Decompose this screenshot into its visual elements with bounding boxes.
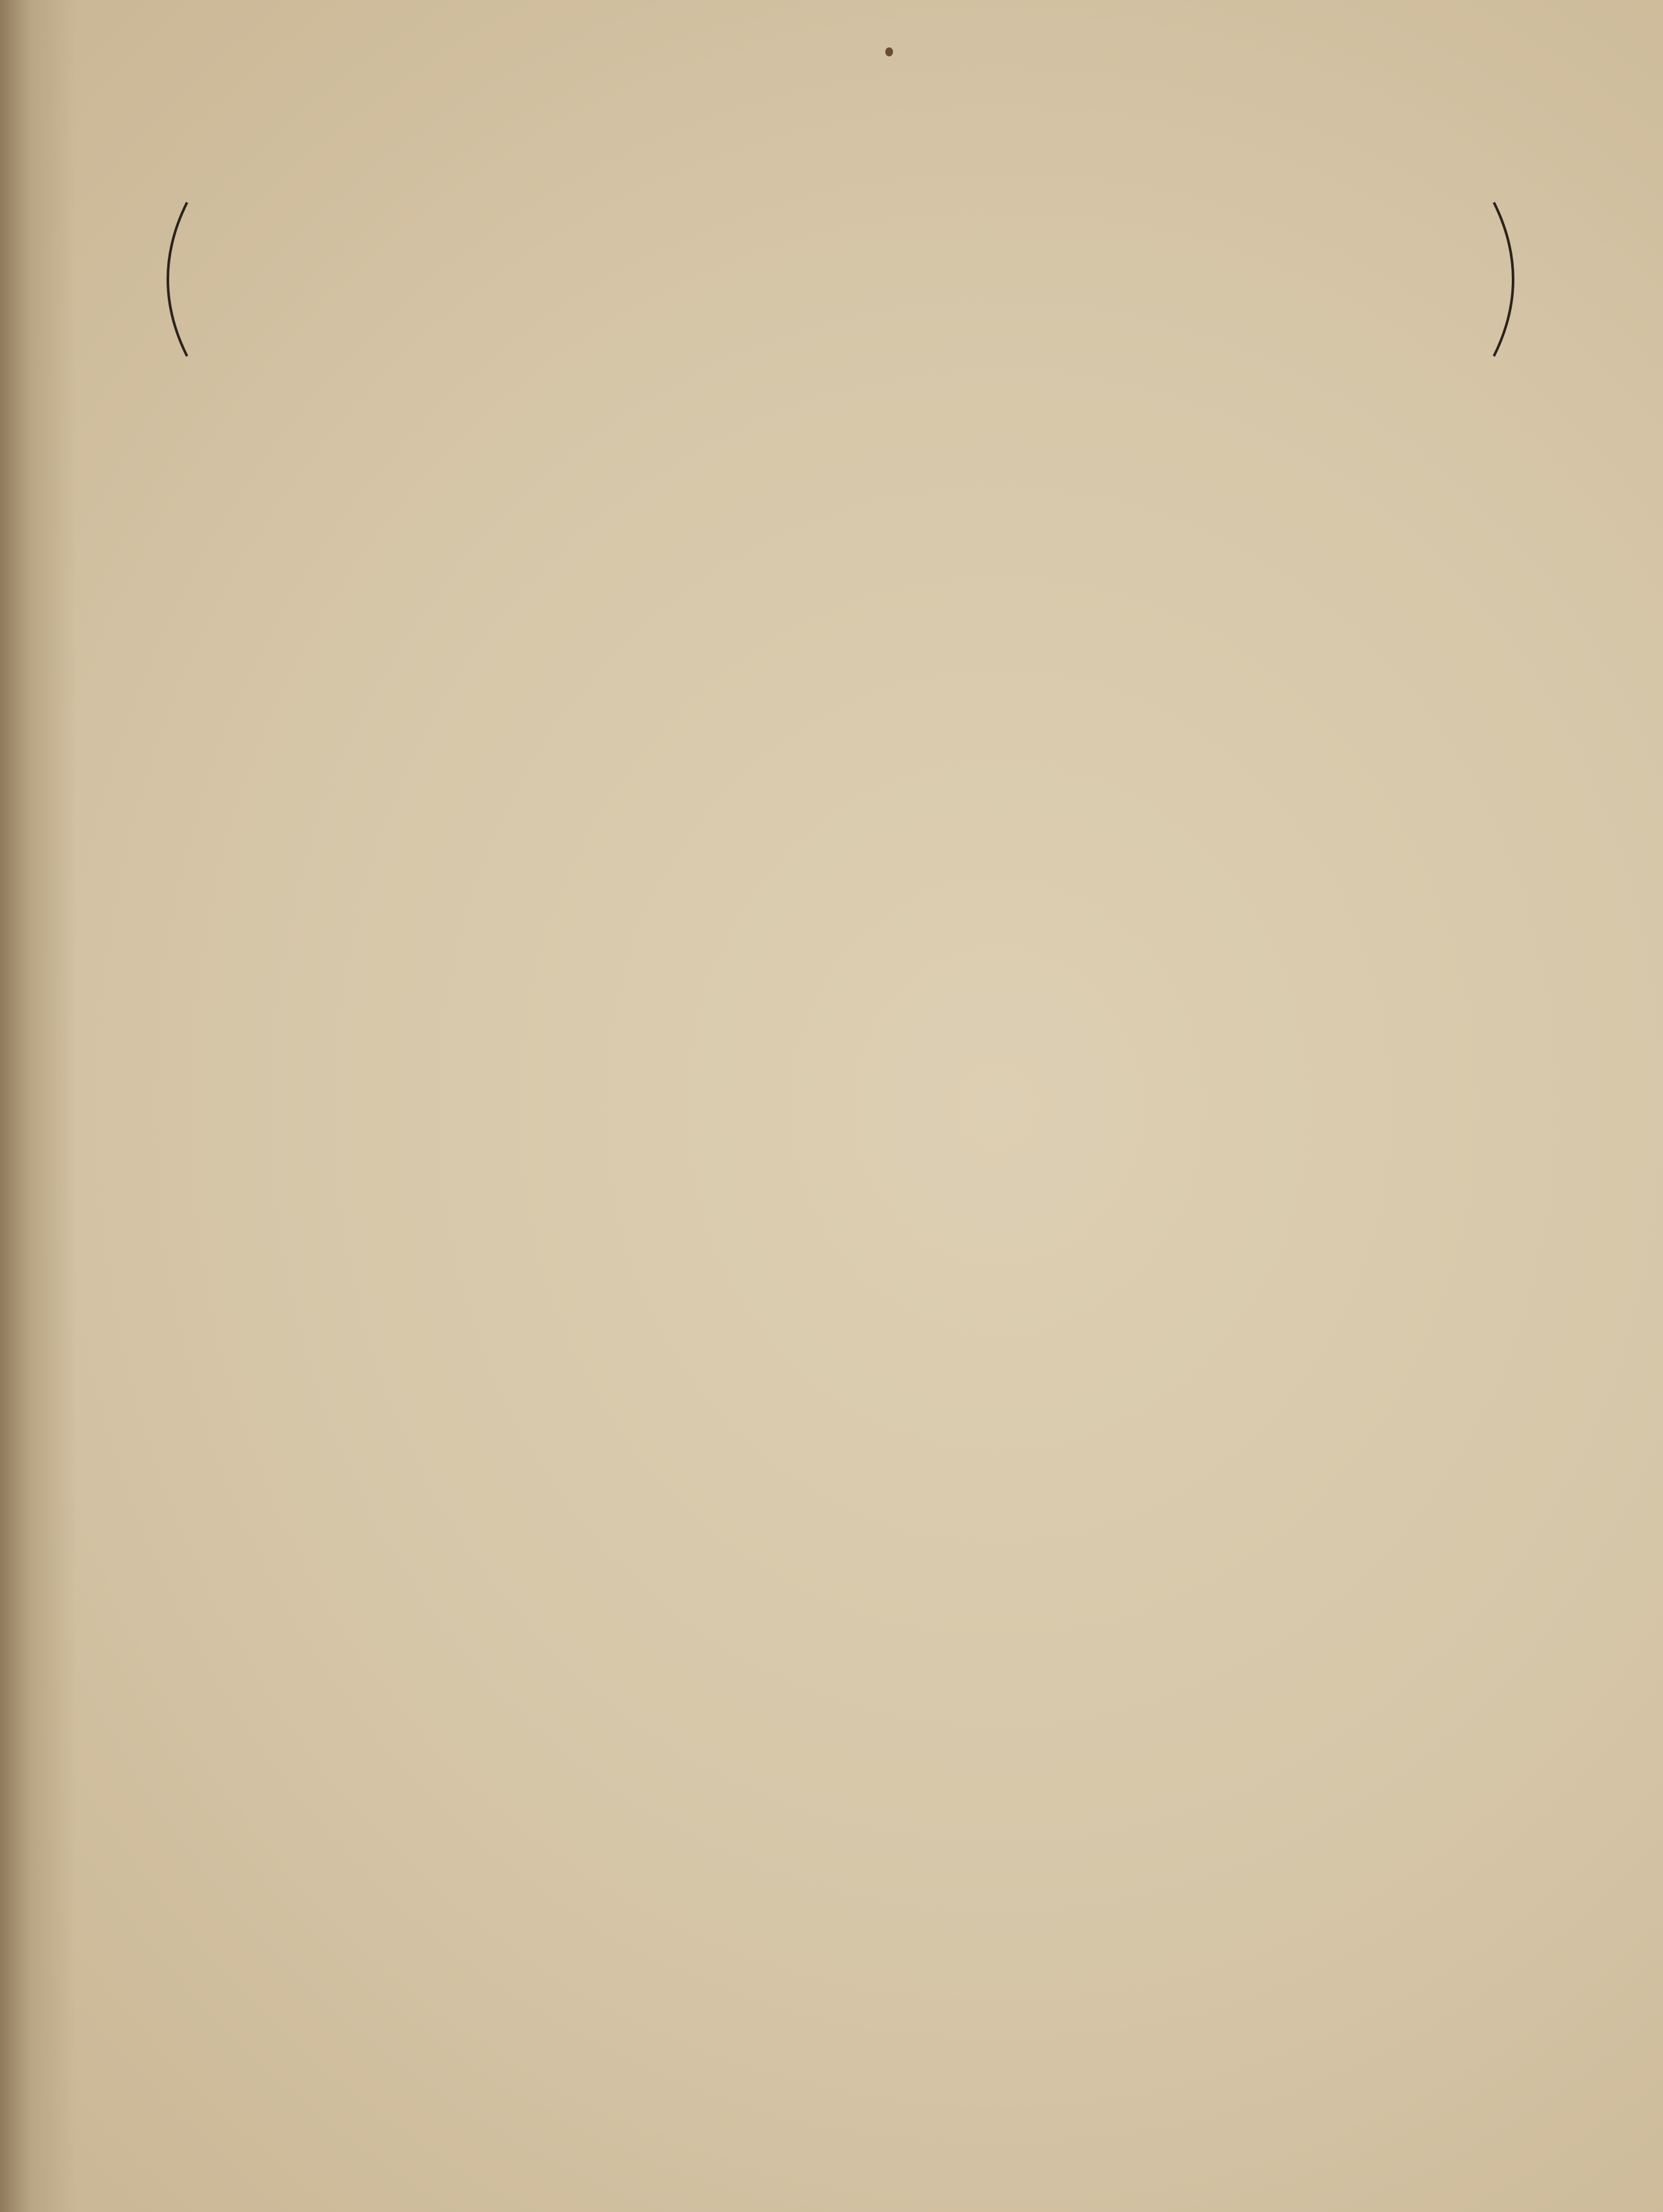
decorative-banner (142, 177, 1539, 382)
ink-speck (885, 47, 893, 56)
binding-shadow (0, 0, 77, 2212)
laurel-frame-ornament (142, 177, 1539, 382)
